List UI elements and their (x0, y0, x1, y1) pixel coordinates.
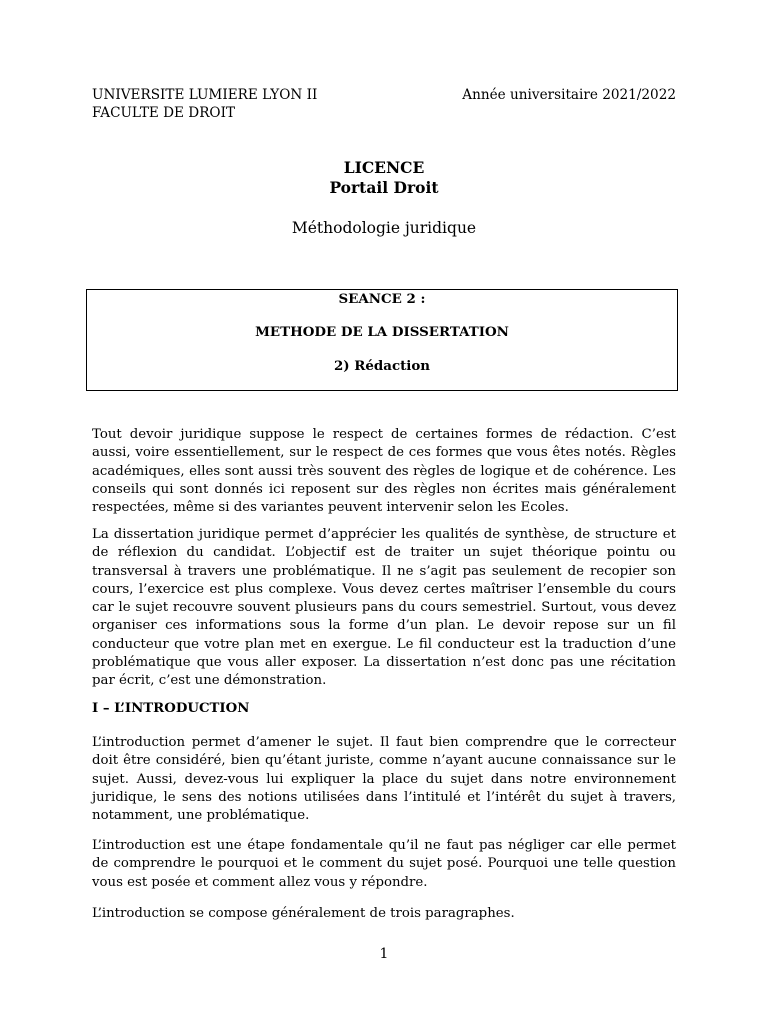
course-title: Méthodologie juridique (291, 219, 477, 237)
title-licence: LICENCE (343, 158, 425, 177)
paragraph-introduction-purpose: L’introduction permet d’amener le sujet. Il faut bien comprendre que le correcteur doit être considéré, bien qu’étant juriste, comme n’ayant aucune connaissance sur le sujet. Aussi, devez-vous lui expliquer la place du sujet dans notre environnement juridique, le sens des notions utilisées dans l’intitulé et l’intérêt du sujet à travers, notamment, une problématique. (92, 735, 676, 824)
title-portail: Portail Droit (329, 178, 439, 197)
faculty-name: FACULTE DE DROIT (92, 105, 236, 121)
document-title (0, 158, 768, 198)
paragraph-intro-forms: Tout devoir juridique suppose le respect de certaines formes de rédaction. C’est aussi, voire essentiellement, sur le respect de ces formes que vous êtes notés. Règles académiques, elles sont aussi très souvent des règles de logique et de cohérence. Les conseils qui sont donnés ici reposent sur des règles non écrites mais généralement respectées, même si des variantes peuvent intervenir selon les Ecoles. (92, 427, 676, 516)
method-label: METHODE DE LA DISSERTATION (255, 324, 509, 340)
part-label: 2) Rédaction (333, 358, 431, 374)
session-label: SEANCE 2 : (338, 291, 426, 307)
section-heading-introduction: I – L’INTRODUCTION (92, 701, 250, 716)
paragraph-introduction-importance: L’introduction est une étape fondamentale qu’il ne faut pas négliger car elle permet de comprendre le pourquoi et le comment du sujet posé. Pourquoi une telle question vous est posée et comment allez vous y répondre. (92, 838, 676, 890)
university-name: UNIVERSITE LUMIERE LYON II (92, 87, 318, 103)
session-box (86, 289, 678, 391)
paragraph-introduction-structure: L’introduction se compose généralement de trois paragraphes. (92, 906, 515, 921)
page-number: 1 (379, 946, 389, 962)
institution-block (92, 86, 317, 122)
paragraph-dissertation: La dissertation juridique permet d’apprécier les qualités de synthèse, de structure et de réflexion du candidat. L’objectif est de traiter un sujet théorique pointu ou transversal à travers une problématique. Il ne s’agit pas seulement de recopier son cours, l’exercice est plus complexe. Vous devez certes maîtriser l’ensemble du cours car le sujet recouvre souvent plusieurs pans du cours semestriel. Surtout, vous devez organiser ces informations sous la forme d’un plan. Le devoir repose sur un fil conducteur que votre plan met en exergue. Le fil conducteur est la traduction d’une problématique que vous aller exposer. La dissertation n’est donc pas une récitation par écrit, c’est une démonstration. (92, 527, 676, 689)
academic-year: Année universitaire 2021/2022 (462, 87, 676, 103)
